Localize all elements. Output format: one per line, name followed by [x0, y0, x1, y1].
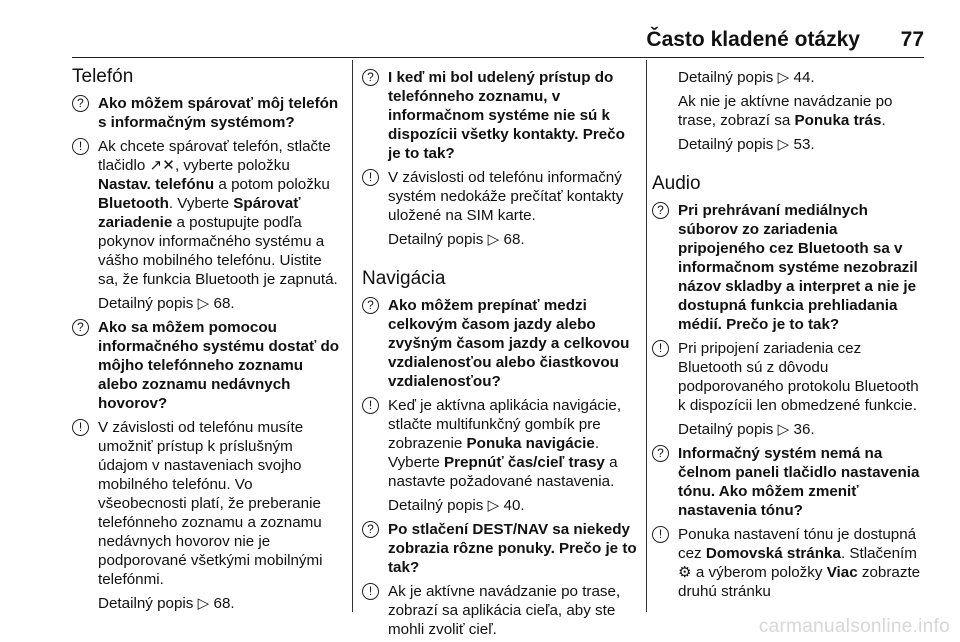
menu-term: Prepnúť čas/cieľ trasy — [444, 454, 605, 471]
answer-icon: ! — [362, 169, 379, 186]
answer-item — [652, 339, 928, 415]
section-heading-navigacia: Navigácia — [362, 268, 446, 289]
answer-item — [362, 168, 638, 225]
cross-reference: Detailný popis ▷ 68. — [98, 595, 235, 612]
cross-reference: Detailný popis ▷ 36. — [678, 421, 815, 438]
cross-reference: Detailný popis ▷ 68. — [98, 295, 235, 312]
menu-term: Ponuka trás — [794, 112, 882, 129]
answer-icon: ! — [362, 397, 379, 414]
question-text: Informačný systém nemá na čelnom paneli tlačidlo nastavenia tónu. Ako môžem zmeniť nastavenia tónu? — [678, 445, 920, 519]
menu-term: Ponuka navigácie — [466, 435, 595, 452]
question-item — [72, 318, 344, 413]
answer-icon: ! — [362, 583, 379, 600]
paragraph: Ak nie je aktívne navádzanie po trase, zobrazí sa Ponuka trás. — [678, 93, 893, 129]
menu-term: Nastav. telefónu — [98, 176, 215, 193]
question-icon: ? — [72, 319, 89, 336]
question-text: Pri prehrávaní mediálnych súborov zo zariadenia pripojeného cez Bluetooth sa v informačnom systéme nezobrazil názov skladby a interpret a nie je dostupná funkcia prehliadania médií. Prečo je to tak? — [678, 202, 918, 333]
menu-term: Viac — [826, 564, 858, 581]
question-item — [652, 444, 928, 520]
question-item — [362, 296, 638, 391]
question-text: I keď mi bol udelený prístup do telefónneho zoznamu, v informačnom systéme nie sú k dispozícii všetky kontakty. Prečo je to tak? — [388, 69, 625, 162]
question-item — [362, 68, 638, 163]
gear-icon: ⚙ — [678, 564, 692, 581]
question-icon: ? — [652, 202, 669, 219]
answer-text: Ak je aktívne navádzanie po trase, zobrazí sa aplikácia cieľa, aby ste mohli zvoliť cieľ. — [388, 583, 621, 638]
menu-term: Domovská stránka — [705, 545, 841, 562]
answer-text: V závislosti od telefónu informačný systém nedokáže prečítať kontakty uložené na SIM karte. — [388, 169, 624, 224]
answer-icon: ! — [652, 340, 669, 357]
cross-reference: Detailný popis ▷ 68. — [388, 231, 525, 248]
question-icon: ? — [652, 445, 669, 462]
question-item — [72, 94, 344, 132]
cross-reference: Detailný popis ▷ 40. — [388, 497, 525, 514]
answer-item: ! Ak chcete spárovať telefón, stlačte tlačidlo ↗✕, vyberte položku Nastav. telefónu a potom položku Bluetooth. Vyberte Spárovať zariadenie a postupujte podľa pokynov informačného systému a vášho mobilného telefónu. Uistite sa, že funkcia Bluetooth je zapnutá. — [72, 137, 344, 289]
question-item — [362, 520, 638, 577]
menu-term: Bluetooth — [98, 195, 169, 212]
column-divider — [646, 60, 647, 612]
column-2 — [362, 58, 638, 639]
question-item — [652, 201, 928, 334]
question-text: Ako môžem spárovať môj telefón s informačným systémom? — [98, 95, 339, 131]
cross-reference: Detailný popis ▷ 44. — [678, 69, 815, 86]
answer-icon: ! — [72, 138, 89, 155]
menu-term: Spárovať zariadenie — [98, 195, 301, 231]
column-1 — [72, 58, 344, 613]
column-3 — [652, 58, 928, 601]
answer-item: ! Keď je aktívna aplikácia navigácie, stlačte multifunkčný gombík pre zobrazenie Ponuka navigácie. Vyberte Prepnúť čas/cieľ trasy a nastavte požadované nastavenia. — [362, 396, 638, 491]
question-text: Po stlačení DEST/NAV sa niekedy zobrazia rôzne ponuky. Prečo je to tak? — [388, 521, 637, 576]
watermark: carmanualsonline.info — [758, 616, 950, 637]
answer-item — [72, 418, 344, 589]
question-icon: ? — [72, 95, 89, 112]
question-icon: ? — [362, 521, 379, 538]
page-header — [0, 0, 960, 58]
question-icon: ? — [362, 297, 379, 314]
column-divider — [352, 60, 353, 612]
question-text: Ako môžem prepínať medzi celkovým časom jazdy alebo zvyšným časom jazdy a celkovou vzdialenosťou alebo čiastkovou vzdialenosťou? — [388, 297, 630, 390]
chapter-title: Často kladené otázky — [646, 28, 860, 51]
answer-icon: ! — [652, 526, 669, 543]
answer-icon: ! — [72, 419, 89, 436]
question-icon: ? — [362, 69, 379, 86]
answer-item — [362, 582, 638, 639]
answer-item: ! Ponuka nastavení tónu je dostupná cez Domovská stránka. Stlačením ⚙ a výberom položky Viac zobrazte druhú stránku — [652, 525, 928, 601]
section-heading-telefon: Telefón — [72, 66, 134, 87]
answer-text: V závislosti od telefónu musíte umožniť prístup k príslušným údajom v nastaveniach svojho mobilného telefónu. Vo všeobecnosti platí, že preberanie telefónneho zoznamu a zoznamu nedávnych hovorov nie je podporované všetkými mobilnými telefónmi. — [98, 419, 323, 588]
phone-button-icon: ↗✕ — [149, 157, 175, 174]
answer-text: Pri pripojení zariadenia cez Bluetooth sú z dôvodu podporovaného protokolu Bluetooth k dispozícii len obmedzené funkcie. — [678, 340, 919, 414]
section-heading-audio: Audio — [652, 173, 701, 194]
page-number: 77 — [900, 28, 924, 51]
cross-reference: Detailný popis ▷ 53. — [678, 136, 815, 153]
question-text: Ako sa môžem pomocou informačného systému dostať do môjho telefónneho zoznamu alebo zoznamu nedávnych hovorov? — [98, 319, 340, 412]
